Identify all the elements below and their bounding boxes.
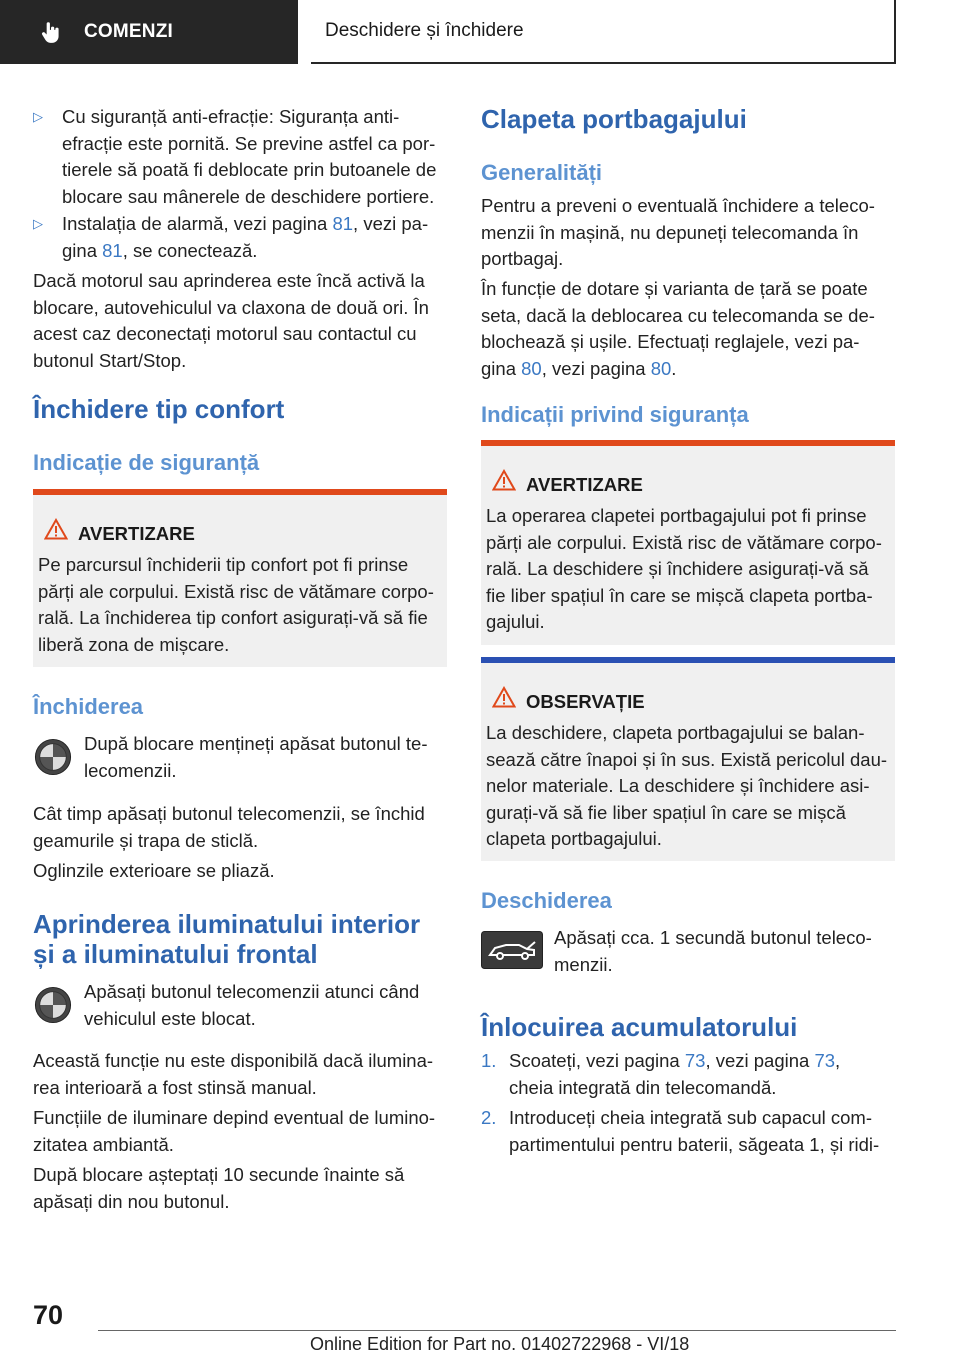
heading-opening: Deschiderea: [481, 888, 612, 913]
text-span: gina: [62, 239, 103, 261]
text-line: menzii.: [554, 953, 613, 975]
heading-line: Aprinderea iluminatului interior: [33, 909, 421, 939]
text-line: menzii în mașină, nu depuneți telecomanda în: [481, 221, 859, 243]
page-link[interactable]: 80: [521, 357, 542, 379]
text-line: La operarea clapetei portbagajului pot fi prinse: [486, 505, 867, 526]
text-line: rală. La deschidere și închidere asigurați-vă să: [486, 558, 869, 579]
page-link[interactable]: 81: [102, 239, 123, 261]
warning-box: [33, 489, 447, 667]
paragraph: [33, 268, 429, 374]
warning-text: [486, 503, 882, 636]
note-box: [481, 657, 895, 861]
text-line: părți ale corpului. Există risc de vătămare corpo-: [38, 580, 434, 602]
text-line: Apăsați butonul telecomenzii atunci când: [84, 981, 420, 1002]
heading-general: Generalități: [481, 160, 603, 185]
text-line: blocare sau mânerele de deschidere portiere.: [62, 185, 435, 207]
step-number: 1.: [481, 1050, 497, 1071]
text-span: , se conectează.: [122, 239, 258, 261]
text-line: Dacă motorul sau aprinderea este încă activă la: [33, 270, 425, 291]
text-span: Scoateți, vezi pagina: [509, 1050, 685, 1071]
text-span: , vezi pa-: [353, 213, 429, 234]
heading-safety-notes: Indicații privind siguranța: [481, 402, 749, 427]
text-line: După blocare așteptați 10 secunde înainte să: [33, 1164, 405, 1185]
paragraph: [33, 1048, 433, 1101]
paragraph: Oglinzile exterioare se pliază.: [33, 860, 275, 881]
warning-title: AVERTIZARE: [526, 474, 643, 495]
text-line: Cu siguranță anti-efracție: Siguranța anti-: [62, 106, 400, 127]
heading-comfort-closing: Închidere tip confort: [33, 394, 285, 424]
page-link[interactable]: 80: [650, 357, 672, 379]
bmw-key-icon: [34, 738, 72, 776]
text-span: ,: [835, 1050, 841, 1071]
text-span: gina: [481, 357, 522, 379]
text-span: Instalația de alarmă, vezi pagina: [62, 213, 333, 234]
page-link[interactable]: 81: [332, 213, 354, 234]
text-line: clapeta portbagajului.: [486, 828, 662, 849]
text-line: portbagaj.: [481, 248, 564, 269]
text-line: blocare, autovehiculul va claxona de două ori. În: [33, 296, 429, 318]
warning-box: [481, 440, 895, 645]
text-line: gurați-vă să fie liber spațiul în care se mișcă: [486, 801, 846, 823]
list-item: [33, 211, 447, 264]
section-label: COMENZI: [84, 21, 174, 42]
heading-safety-note: Indicație de siguranță: [33, 450, 260, 475]
paragraph: [33, 1162, 404, 1215]
text-line: lecomenzii.: [84, 759, 177, 781]
text-line: cheia integrată din telecomandă.: [509, 1076, 777, 1098]
triangle-bullet-icon: ▷: [33, 216, 43, 231]
text-line: Pe parcursul închiderii tip confort pot fi prinse: [38, 554, 409, 575]
text-line: rală. La închiderea tip confort asigurați-vă să fie: [38, 607, 428, 628]
text-line: În funcție de dotare și varianta de țară se poate: [481, 278, 868, 299]
text-line: zitatea ambiantă.: [33, 1133, 174, 1155]
chapter-title: Deschidere și închidere: [311, 0, 896, 64]
text-line: acest caz deconectați motorul sau contactul cu: [33, 323, 417, 344]
text-line: Funcțiile de iluminare depind eventual de lumino-: [33, 1107, 436, 1128]
heading-closing: Închiderea: [33, 694, 144, 719]
warning-title: AVERTIZARE: [78, 523, 195, 544]
warning-triangle-icon: [44, 518, 68, 540]
list-item: [481, 1048, 895, 1101]
page-link[interactable]: 73: [684, 1050, 706, 1071]
text-line: gajului.: [486, 611, 545, 632]
text-line: După blocare mențineți apăsat butonul te-: [84, 733, 428, 754]
paragraph: [33, 1105, 435, 1158]
step-number: 2.: [481, 1107, 497, 1128]
paragraph: [33, 801, 425, 854]
text-line: Introduceți cheia integrată sub capacul com-: [509, 1107, 873, 1128]
edition-text: Online Edition for Part no. 01402722968 - VI/18: [310, 1334, 690, 1354]
text-line: părți ale corpului. Există risc de vătămare corpo-: [486, 531, 882, 553]
text-line: liberă zona de mișcare.: [38, 633, 230, 655]
page-number: 70: [33, 1300, 64, 1330]
text-line: Apăsați cca. 1 secundă butonul teleco-: [554, 927, 872, 948]
paragraph: [84, 731, 428, 784]
list-item: [33, 104, 447, 210]
bmw-key-icon: [34, 986, 72, 1024]
text-line: seta, dacă la deblocarea cu telecomanda se de-: [481, 304, 875, 326]
footer-divider: [98, 1330, 896, 1331]
text-line: fie liber spațiul în care se mișcă clapeta portba-: [486, 584, 873, 606]
heading-lights: [33, 909, 420, 969]
heading-trunk-lid: Clapeta portbagajului: [481, 104, 747, 134]
text-line: blochează și ușile. Efectuați reglajele, vezi pa-: [481, 331, 860, 352]
note-title: OBSERVAȚIE: [526, 691, 645, 712]
warning-triangle-icon: [492, 686, 516, 708]
text-line: La deschidere, clapeta portbagajului se balan-: [486, 722, 865, 743]
text-line: tierele să poată fi deblocate prin butoanele de: [62, 159, 437, 180]
triangle-bullet-icon: ▷: [33, 109, 43, 124]
text-span: .: [671, 357, 677, 379]
paragraph: [554, 925, 872, 978]
section-tab[interactable]: [0, 0, 298, 64]
text-line: partimentului pentru baterii, săgeata 1, și ridi-: [509, 1133, 880, 1155]
text-line: efracție este pornită. Se previne astfel ca por-: [62, 132, 436, 154]
text-span: , vezi pagina: [705, 1050, 815, 1071]
text-line: nelor materiale. La deschidere și închidere asi-: [486, 775, 870, 796]
text-line: Această funcție nu este disponibilă dacă ilumina-: [33, 1050, 434, 1071]
paragraph: [481, 193, 875, 273]
heading-battery: Înlocuirea acumulatorului: [481, 1012, 798, 1042]
text-span: , vezi pagina: [541, 357, 651, 379]
paragraph: [481, 276, 875, 382]
text-line: Pentru a preveni o eventuală închidere a teleco-: [481, 195, 875, 216]
text-line: geamurile și trapa de sticlă.: [33, 829, 259, 851]
note-text: [486, 720, 887, 853]
trunk-button-icon: [481, 931, 543, 969]
text-line: rea interioară a fost stinsă manual.: [33, 1076, 317, 1098]
paragraph: [84, 979, 419, 1032]
text-line: sează către înapoi și în sus. Există pericolul dau-: [486, 748, 888, 770]
page-link[interactable]: 73: [814, 1050, 836, 1071]
text-line: Cât timp apăsați butonul telecomenzii, se închid: [33, 803, 425, 824]
text-line: butonul Start/Stop.: [33, 349, 187, 371]
text-line: vehiculul este blocat.: [84, 1007, 256, 1029]
warning-triangle-icon: [492, 469, 516, 491]
hand-pointer-icon: [38, 19, 64, 45]
heading-line: și a iluminatului frontal: [33, 939, 318, 969]
text-line: apăsați din nou butonul.: [33, 1190, 230, 1212]
list-item: [481, 1105, 895, 1158]
warning-text: [38, 552, 434, 658]
